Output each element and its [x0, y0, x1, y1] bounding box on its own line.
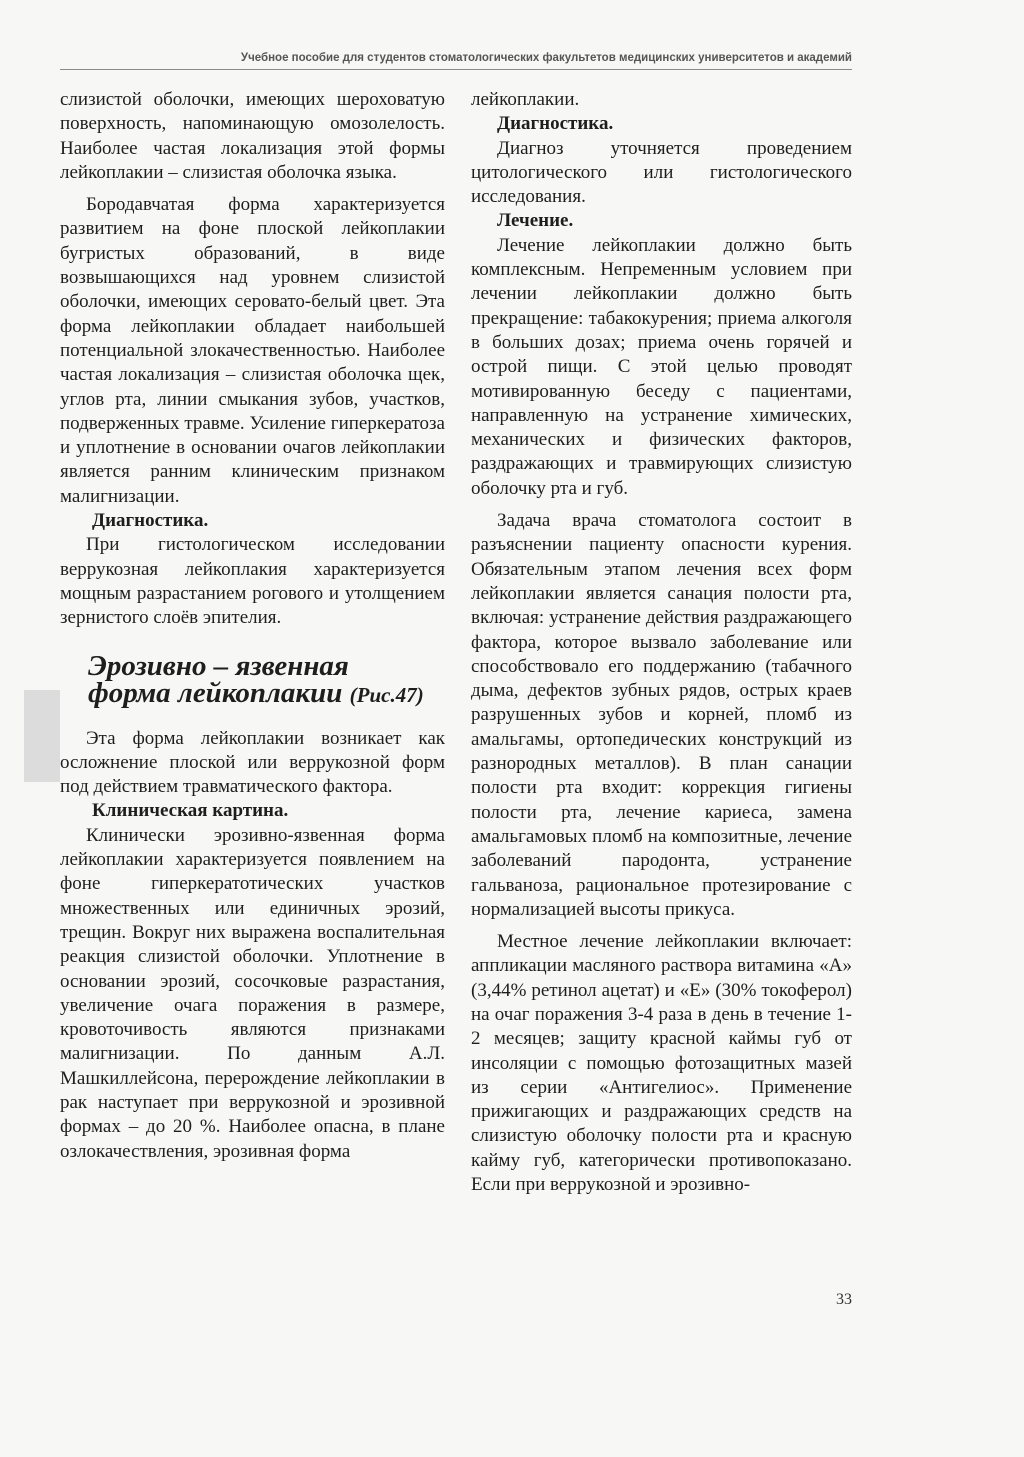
running-header: Учебное пособие для студентов стоматологических факультетов медицинских университетов и академий	[240, 52, 852, 64]
page-number: 33	[836, 1291, 852, 1308]
section-heading-line-2	[88, 676, 445, 709]
header-divider	[60, 69, 852, 70]
section-heading-line-2-text: форма лейкоплакии	[88, 676, 343, 709]
right-column	[471, 88, 852, 1197]
paragraph-treatment: Лечение лейкоплакии должно быть комплексным. Непременным условием при лечении лейкоплакии должно быть прекращение: табакокурения; приема алкоголя в больших дозах; приема очень горячей и острой пищи. С этой целью проводят мотивированную беседу с пациентами, направленную на устранение химических, механических и физических факторов, раздражающих и травмирующих слизистую оболочку рта и губ.	[471, 234, 852, 499]
left-column	[60, 88, 445, 1164]
subheading-diagnostics: Диагностика.	[497, 113, 614, 135]
paragraph-histology: При гистологическом исследовании веррукозная лейкоплакия характеризуется мощным разрастанием рогового и утолщением зернистого слоёв эпителия.	[60, 534, 445, 629]
paragraph-dentist-task: Задача врача стоматолога состоит в разъяснении пациенту опасности курения. Обязательным этапом лечения всех форм лейкоплакии является санация полости рта, включая: устранение действия раздражающего фактора, которое вызвало заболевание или способствовало его поддержанию (табачного дыма, дефектов зубных рядов, острых краев разрушенных зубов и корней, пломб из амальгамы, ортопедических конструкций из разнородных металлов). В план санации полости рта входит: коррекция гигиены полости рта, лечение кариеса, замена амальгамовых пломб на композитные, лечение заболеваний пародонта, устранение гальваноза, рациональное протезирование с нормализацией высоты прикуса.	[471, 510, 852, 920]
subheading-treatment: Лечение.	[497, 210, 574, 232]
section-heading-line-1: Эрозивно – язвенная	[88, 649, 349, 682]
paragraph-local-treatment: Местное лечение лейкоплакии включает: аппликации масляного раствора витамина «А» (3,44% ретинол ацетат) и «Е» (30% токоферол) на очаг поражения 3-4 раза в день в течение 1-2 месяцев; защиту красной каймы губ от инсоляции с помощью фотозащитных мазей из серии «Антигелиос». Применение прижигающих и раздражающих средств на слизистую оболочку полости рта и красную кайму губ, категорически противопоказано. Если при веррукозной и эрозивно-	[471, 931, 852, 1196]
paragraph-verrucous-form: Бородавчатая форма характеризуется развитием на фоне плоской лейкоплакии бугристых образований, в виде возвышающихся над уровнем слизистой оболочки, имеющих серовато-белый цвет. Эта форма лейкоплакии обладает наибольшей потенциальной злокачественностью. Наиболее частая локализация – слизистая оболочка щек, углов рта, линии смыкания зубов, участков, подверженных травме. Усиление гиперкератоза и уплотнение в основании очагов лейкоплакии является ранним клиническим признаком малигнизации.	[60, 194, 445, 507]
paragraph-diagnosis: Диагноз уточняется проведением цитологического или гистологического исследования.	[471, 137, 852, 208]
section-marker-bar	[24, 690, 60, 782]
paragraph-continued: слизистой оболочки, имеющих шероховатую поверхность, напоминающую омозолелость. Наиболее частая локализация этой формы лейкоплакии – слизистая оболочка языка.	[60, 89, 445, 183]
figure-reference: (Рис.47)	[349, 682, 424, 707]
subheading-clinical-picture: Клиническая картина.	[92, 800, 289, 822]
paragraph-erosive-intro: Эта форма лейкоплакии возникает как осложнение плоской или веррукозной форм под действием травматического фактора.	[60, 727, 445, 798]
paragraph-clinical-description: Клинически эрозивно-язвенная форма лейкоплакии характеризуется появлением на фоне гиперкератотических участков множественных или единичных эрозий, трещин. Вокруг них выражена воспалительная реакция слизистой оболочки. Уплотнение в основании эрозий, сосочковые разрастания, увеличение очага поражения в размере, кровоточивость являются признаками малигнизации. По данным А.Л. Машкиллейсона, перерождение лейкоплакии в рак наступает при веррукозной и эрозивной формах – до 20 %. Наиболее опасна, в плане озлокачествления, эрозивная форма	[60, 824, 445, 1162]
section-heading-erosive-form	[88, 649, 445, 709]
subheading-diagnostics: Диагностика.	[92, 510, 209, 532]
paragraph-continued: лейкоплакии.	[471, 89, 580, 110]
